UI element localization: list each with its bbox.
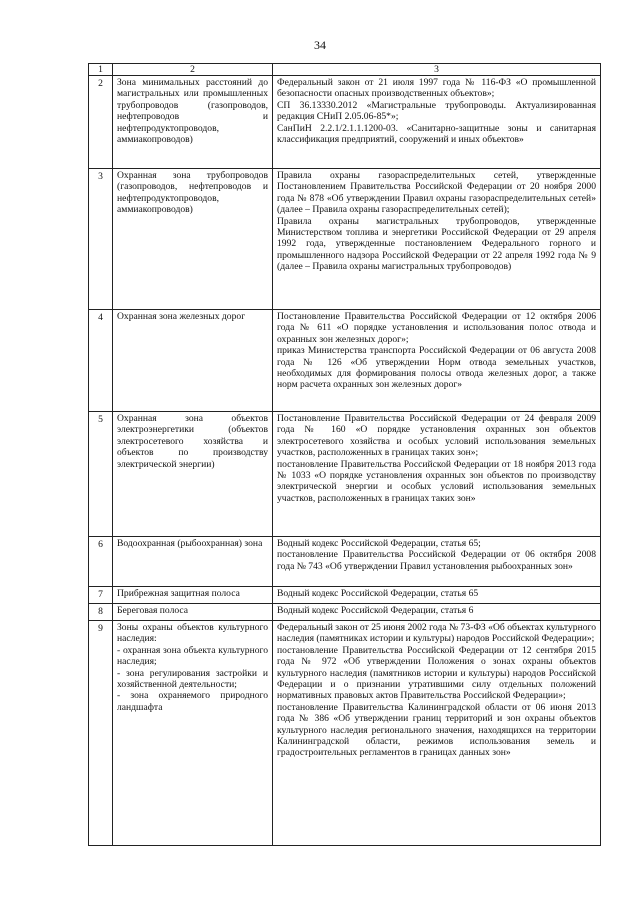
row-number: 7: [89, 587, 113, 604]
legal-basis-cell: [273, 621, 601, 846]
legal-basis-cell: [273, 604, 601, 621]
zone-name-line: Водоохранная (рыбоохранная) зона: [117, 538, 263, 549]
legal-basis-cell: [273, 537, 601, 587]
table-row: [89, 412, 601, 537]
table-row: [89, 537, 601, 587]
legal-document-paragraph: постановление Правительства Российской Федерации от 12 сентября 2015 года № 972 «Об утверждении Положения о зонах охраны объектов культурного наследия (памятников истории и культуры) народов Российской Федерации и о признании утратившими силу отдельных положений нормативных правовых актов Правительства Российской Федерации»;: [277, 644, 596, 702]
legal-document-paragraph: постановление Правительства Российской Федерации от 06 октября 2008 года № 743 «Об утверждении Правил установления рыбоохранных зон»: [277, 549, 596, 572]
table-row: [89, 621, 601, 846]
row-number: 9: [89, 621, 113, 846]
header-row: [89, 64, 601, 76]
legal-document-paragraph: Водный кодекс Российской Федерации, статья 6: [277, 605, 474, 616]
legal-basis-cell: [273, 76, 601, 169]
row-number: 4: [89, 310, 113, 412]
zone-name-cell: [113, 310, 273, 412]
zone-name-cell: [113, 169, 273, 310]
zone-name-line: Зоны охраны объектов культурного наследия:: [117, 622, 268, 645]
row-number: 5: [89, 412, 113, 537]
row-number: 2: [89, 76, 113, 169]
zone-name-line: - охранная зона объекта культурного наследия;: [117, 644, 268, 668]
zone-name-cell: [113, 76, 273, 169]
legal-basis-cell: [273, 412, 601, 537]
table-row: [89, 310, 601, 412]
zone-name-cell: [113, 587, 273, 604]
legal-document-paragraph: СанПиН 2.2.1/2.1.1.1200-03. «Санитарно-защитные зоны и санитарная классификация предприятий, сооружений и иных объектов»: [277, 122, 596, 146]
legal-basis-cell: [273, 587, 601, 604]
legal-basis-cell: [273, 169, 601, 310]
legal-document-paragraph: приказ Министерства транспорта Российской Федерации от 06 августа 2008 года № 126 «Об утверждении Норм отвода земельных участков, необходимых для формирования полосы отвода железных дорог, а также норм расчета охранных зон железных дорог»: [277, 345, 596, 391]
header-col-1: 1: [89, 64, 113, 76]
legal-document-paragraph: СП 36.13330.2012 «Магистральные трубопроводы. Актуализированная редакция СНиП 2.05.06-85*»;: [277, 99, 596, 123]
legal-document-paragraph: Водный кодекс Российской Федерации, статья 65;: [277, 538, 481, 549]
table-row: [89, 169, 601, 310]
zone-name-cell: [113, 621, 273, 846]
zones-table: [88, 63, 601, 846]
row-number: 8: [89, 604, 113, 621]
zone-name-cell: [113, 412, 273, 537]
zone-name-line: Береговая полоса: [117, 605, 189, 616]
legal-document-paragraph: Водный кодекс Российской Федерации, статья 65: [277, 588, 479, 599]
legal-document-paragraph: постановление Правительства Российской Федерации от 18 ноября 2013 года № 1033 «О порядке установления охранных зон объектов по производству электрической энергии и особых условий использования земельных участков, расположенных в границах таких зон»: [277, 458, 596, 504]
legal-basis-cell: [273, 310, 601, 412]
legal-document-paragraph: Правила охраны газораспределительных сетей, утвержденные Постановлением Правительства Российской Федерации от 20 ноября 2000 года № 878 «Об утверждении Правил охраны газораспределительных сетей» (далее – Правила охраны газораспределительных сетей);: [277, 170, 596, 216]
zone-name-line: Прибрежная защитная полоса: [117, 588, 240, 599]
header-col-2: 2: [113, 64, 273, 76]
row-number: 6: [89, 537, 113, 587]
zone-name-line: Охранная зона объектов электроэнергетики (объектов электросетевого хозяйства и объектов по производству электрической энергии): [117, 413, 268, 470]
table-row: [89, 604, 601, 621]
zone-name-line: - зона регулирования застройки и хозяйственной деятельности;: [117, 667, 268, 691]
table-row: [89, 76, 601, 169]
zone-name-cell: [113, 604, 273, 621]
legal-document-paragraph: Федеральный закон от 25 июня 2002 года № 73-ФЗ «Об объектах культурного наследия (памятниках истории и культуры) народов Российской Федерации»;: [277, 622, 596, 645]
zone-name-cell: [113, 537, 273, 587]
zone-name-line: Охранная зона железных дорог: [117, 311, 246, 322]
legal-document-paragraph: постановление Правительства Калининградской области от 06 июня 2013 года № 386 «Об утверждении границ территорий и зон охраны объектов культурного наследия регионального значения, находящихся на территории Калининградской области, режимов использования земель и градостроительных регламентов в границах данных зон»: [277, 701, 596, 759]
header-col-3: 3: [273, 64, 601, 76]
table-body: [89, 76, 601, 846]
page-number: 34: [314, 38, 326, 52]
legal-document-paragraph: Постановление Правительства Российской Федерации от 24 февраля 2009 года № 160 «О порядке установления охранных зон объектов электросетевого хозяйства и особых условий использования земельных участков, расположенных в границах таких зон»;: [277, 413, 596, 459]
table-row: [89, 587, 601, 604]
zone-name-line: - зона охраняемого природного ландшафта: [117, 690, 268, 713]
legal-document-paragraph: Правила охраны магистральных трубопроводов, утвержденные Министерством топлива и энергетики Российской Федерации от 29 апреля 1992 года, утвержденные постановлением Федерального горного и промышленного надзора Российской Федерации от 22 апреля 1992 года № 9 (далее – Правила охраны магистральных трубопроводов): [277, 215, 596, 273]
legal-document-paragraph: Постановление Правительства Российской Федерации от 12 октября 2006 года № 611 «О порядке установления и использования полос отвода и охранных зон железных дорог»;: [277, 311, 596, 345]
legal-document-paragraph: Федеральный закон от 21 июля 1997 года № 116-ФЗ «О промышленной безопасности опасных производственных объектов»;: [277, 77, 596, 100]
zone-name-line: Зона минимальных расстояний до магистральных или промышленных трубопроводов (газопроводов, нефтепроводов и нефтепродуктопроводов, аммиакопроводов): [117, 77, 268, 146]
zone-name-line: Охранная зона трубопроводов (газопроводов, нефтепроводов и нефтепродуктопроводов, аммиакопроводов): [117, 170, 268, 216]
row-number: 3: [89, 169, 113, 310]
